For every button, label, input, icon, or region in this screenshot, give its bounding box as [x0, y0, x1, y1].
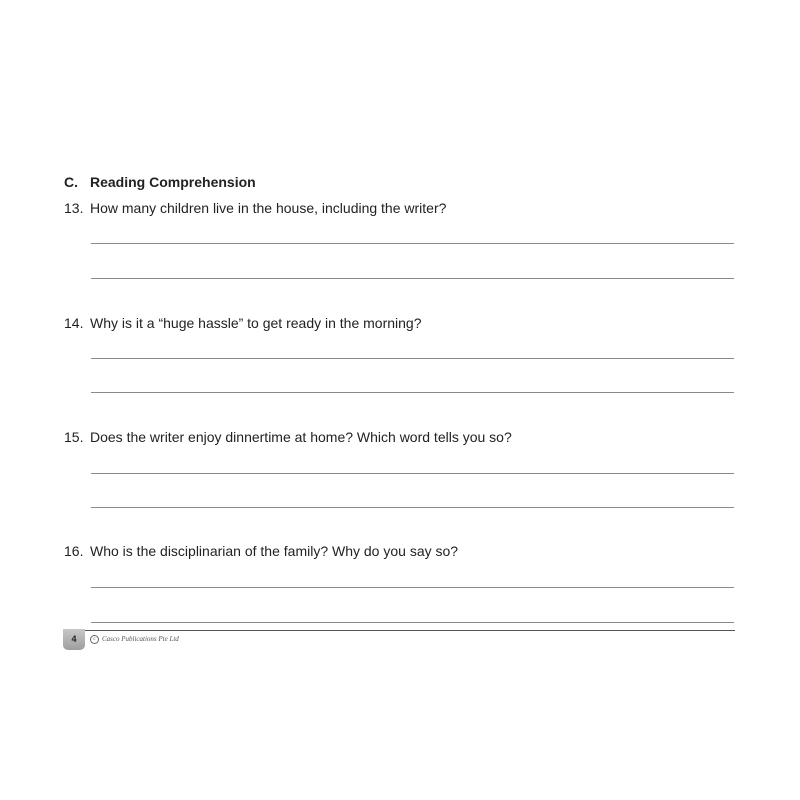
answer-line-16-2[interactable]: [91, 622, 734, 623]
question-text: How many children live in the house, including the writer?: [90, 200, 447, 216]
answer-line-15-2[interactable]: [91, 507, 734, 508]
question-number: 15.: [64, 429, 84, 445]
answer-line-13-1[interactable]: [91, 243, 734, 244]
answer-line-15-1[interactable]: [91, 473, 734, 474]
copyright-icon: c: [90, 635, 99, 644]
question-16: [64, 543, 458, 559]
question-number: 16.: [64, 543, 84, 559]
question-text: Who is the disciplinarian of the family? Why do you say so?: [90, 543, 459, 559]
question-number: 14.: [64, 315, 84, 331]
question-text: Why is it a “huge hassle” to get ready in the morning?: [90, 315, 422, 331]
question-13: [64, 200, 446, 216]
answer-line-14-2[interactable]: [91, 392, 734, 393]
question-15: [64, 429, 512, 445]
section-heading: [64, 174, 256, 190]
publisher-name: Casco Publications Pte Ltd: [102, 635, 179, 644]
question-text: Does the writer enjoy dinnertime at home? Which word tells you so?: [90, 429, 512, 445]
footer-divider: [64, 630, 735, 631]
question-number: 13.: [64, 200, 84, 216]
answer-line-16-1[interactable]: [91, 587, 734, 588]
copyright-notice: [90, 635, 179, 644]
section-letter: C.: [64, 174, 78, 190]
page-number-badge: 4: [63, 629, 85, 650]
answer-line-14-1[interactable]: [91, 358, 734, 359]
answer-line-13-2[interactable]: [91, 278, 734, 279]
section-title: Reading Comprehension: [90, 174, 256, 190]
question-14: [64, 315, 422, 331]
